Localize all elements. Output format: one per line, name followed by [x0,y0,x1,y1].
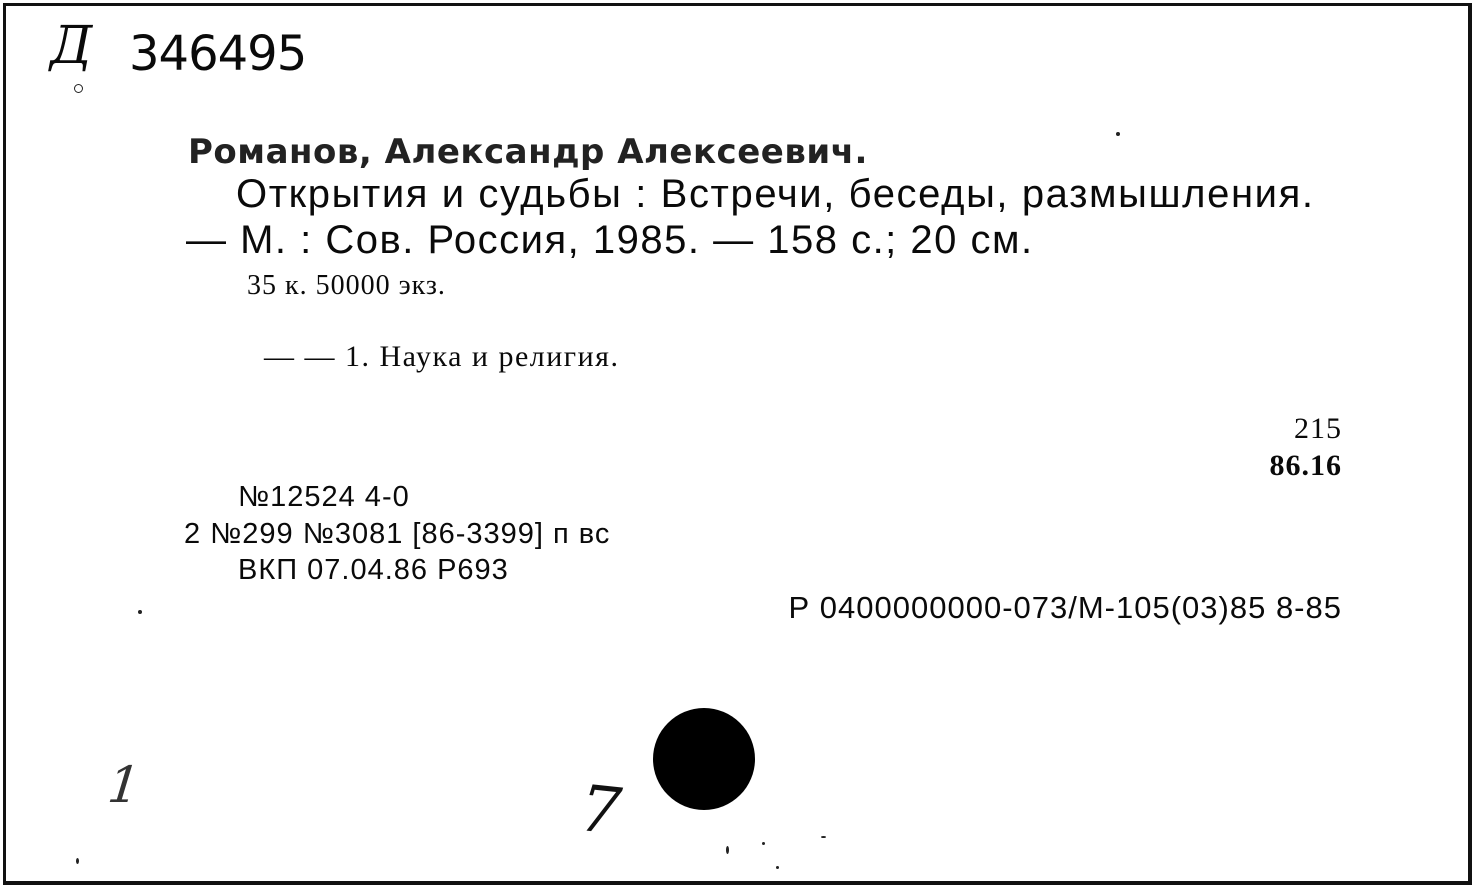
subject-heading: — — 1. Наука и религия. [264,340,620,373]
punch-hole [653,708,755,810]
author-heading: Романов, Александр Алексеевич. [188,132,868,172]
catalog-card [3,3,1472,885]
registration-line: 2 №299 №3081 [86-3399] п вс [184,518,611,550]
ink-speck [138,610,142,614]
handwritten-number: 1 [104,756,143,814]
call-letter: Д [50,16,93,76]
ink-speck [74,84,83,93]
ink-speck [821,836,826,838]
ink-speck [776,866,779,869]
handwritten-mark: 7 [576,772,625,850]
registration-line: ВКП 07.04.86 Р693 [238,554,509,586]
title-statement: Открытия и судьбы : Встречи, беседы, размышления. [236,172,1315,216]
ink-speck [76,858,79,864]
ink-speck [1116,132,1120,136]
classification-code: 215 [1294,412,1342,445]
registration-line: №12524 4-0 [238,481,410,513]
ink-speck [762,842,765,845]
ink-speck [726,846,729,854]
classification-code-bold: 86.16 [1269,449,1342,482]
price-run-line: 35 к. 50000 экз. [247,270,446,301]
publisher-code: Р 0400000000-073/М-105(03)85 8-85 [788,590,1342,625]
imprint-line: — М. : Сов. Россия, 1985. — 158 с.; 20 см. [186,218,1034,262]
call-number: 346495 [129,26,307,82]
